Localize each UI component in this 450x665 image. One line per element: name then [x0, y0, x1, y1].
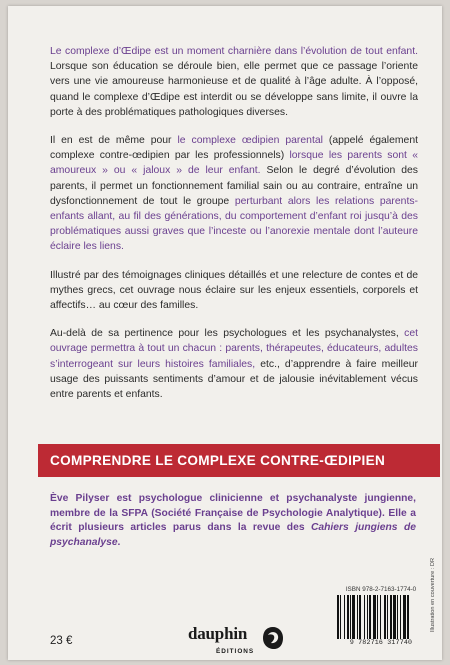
barcode-bar	[384, 595, 386, 639]
barcode-bar	[373, 595, 376, 639]
banner	[38, 444, 440, 477]
body-text: Au-delà de sa pertinence pour les psychologues et les psychanalystes,	[50, 328, 405, 340]
author-bio	[50, 492, 416, 550]
barcode-bar	[393, 595, 396, 639]
bio-text: Ève Pilyser est psychologue clinicienne et psychanalyste jungienne, membre de la SFPA (Société Française de Psychologie Analytique). Elle a écrit plusieurs articles parus dans la revue des	[50, 493, 416, 534]
body-text: Lorsque son éducation se déroule bien, elle permet que ce passage l’oriente vers une vie amoureuse harmonieuse et de qualité à l’âge adulte. À l’opposé, quand le complexe d’Œdipe est interdit ou se développe sans limite, il ouvre la porte à des problématiques pathologiques diverses.	[50, 61, 418, 118]
publisher-sub: ÉDITIONS	[216, 648, 255, 655]
barcode-bar	[387, 595, 388, 639]
barcode-bar	[407, 595, 409, 639]
highlighted-text: le complexe œdipien parental	[177, 135, 323, 147]
barcode-bar	[400, 595, 401, 639]
barcode-bar	[357, 595, 358, 639]
highlighted-text: Le complexe d’Œdipe est un moment charnière dans l’évolution de tout enfant.	[50, 46, 418, 57]
barcode-bar	[364, 595, 365, 639]
barcode-bar	[359, 595, 361, 639]
highlighted-text: cet ouvrage permettra à tout un chacun : parents, thérapeutes, éducateurs, adultes s’interrogeant sur leurs histoires familiales,	[50, 328, 418, 370]
bio-journal: Cahiers jungiens de psychanalyse	[50, 522, 416, 548]
barcode	[335, 595, 427, 639]
paragraph	[50, 133, 418, 255]
barcode-bar	[347, 595, 349, 639]
banner-title: COMPRENDRE LE COMPLEXE CONTRE-ŒDIPIEN	[50, 453, 386, 468]
publisher-logo	[188, 622, 298, 660]
highlighted-text: lorsque les parents sont « amoureux » ou « jaloux » de leur enfant.	[50, 150, 418, 177]
body-text: Illustré par des témoignages cliniques détaillés et une relecture de contes et de mythes grecs, cet ouvrage nous éclaire sur les enjeux essentiels, corporels et affectifs… au cœur des familles.	[50, 269, 418, 312]
barcode-bar	[350, 595, 351, 639]
description-text	[50, 44, 418, 415]
body-text: etc., d’apprendre à faire meilleur usage des puissants sentiments d’amour et de jalousie inévitablement vécus entre parents et enfants.	[50, 358, 418, 401]
body-text: (appelé également complexe contre-œdipien par les professionnels)	[50, 135, 418, 162]
barcode-bar	[390, 595, 392, 639]
barcode-bar	[367, 595, 368, 639]
barcode-bar	[344, 595, 345, 639]
highlighted-text: perturbant alors les relations parents-enfants allant, au fil des générations, du comportement d’enfant roi jusqu’à des problématiques aussi graves que l’inceste ou l’anorexie mentale dont l’auteure éclaire les liens.	[50, 195, 418, 253]
barcode-bar	[337, 595, 339, 639]
barcode-bar	[369, 595, 371, 639]
barcode-bar	[397, 595, 398, 639]
barcode-bar	[352, 595, 355, 639]
paragraph	[50, 268, 418, 314]
barcode-bar	[377, 595, 378, 639]
barcode-bar	[403, 595, 406, 639]
body-text: Selon le degré d’évolution des parents, il permet un fonctionnement familial sain ou au contraire, entraîne un dysfonctionnement de tout le groupe	[50, 165, 418, 207]
paragraph	[50, 326, 418, 402]
paragraph	[50, 44, 418, 120]
isbn-label: ISBN 978-2-7163-1774-0	[345, 586, 417, 593]
illustration-credit: Illustration en couverture : DR	[430, 558, 436, 632]
barcode-area	[332, 586, 430, 656]
bio-end: .	[117, 536, 121, 548]
barcode-bar	[380, 595, 381, 639]
body-text: Il en est de même pour	[50, 135, 178, 147]
barcode-bar	[340, 595, 341, 639]
dolphin-icon	[262, 626, 284, 650]
back-cover	[8, 6, 442, 660]
barcode-digits: 9 782716 317740	[349, 639, 413, 646]
price: 23 €	[50, 635, 73, 647]
publisher-name: dauphin	[188, 624, 248, 643]
